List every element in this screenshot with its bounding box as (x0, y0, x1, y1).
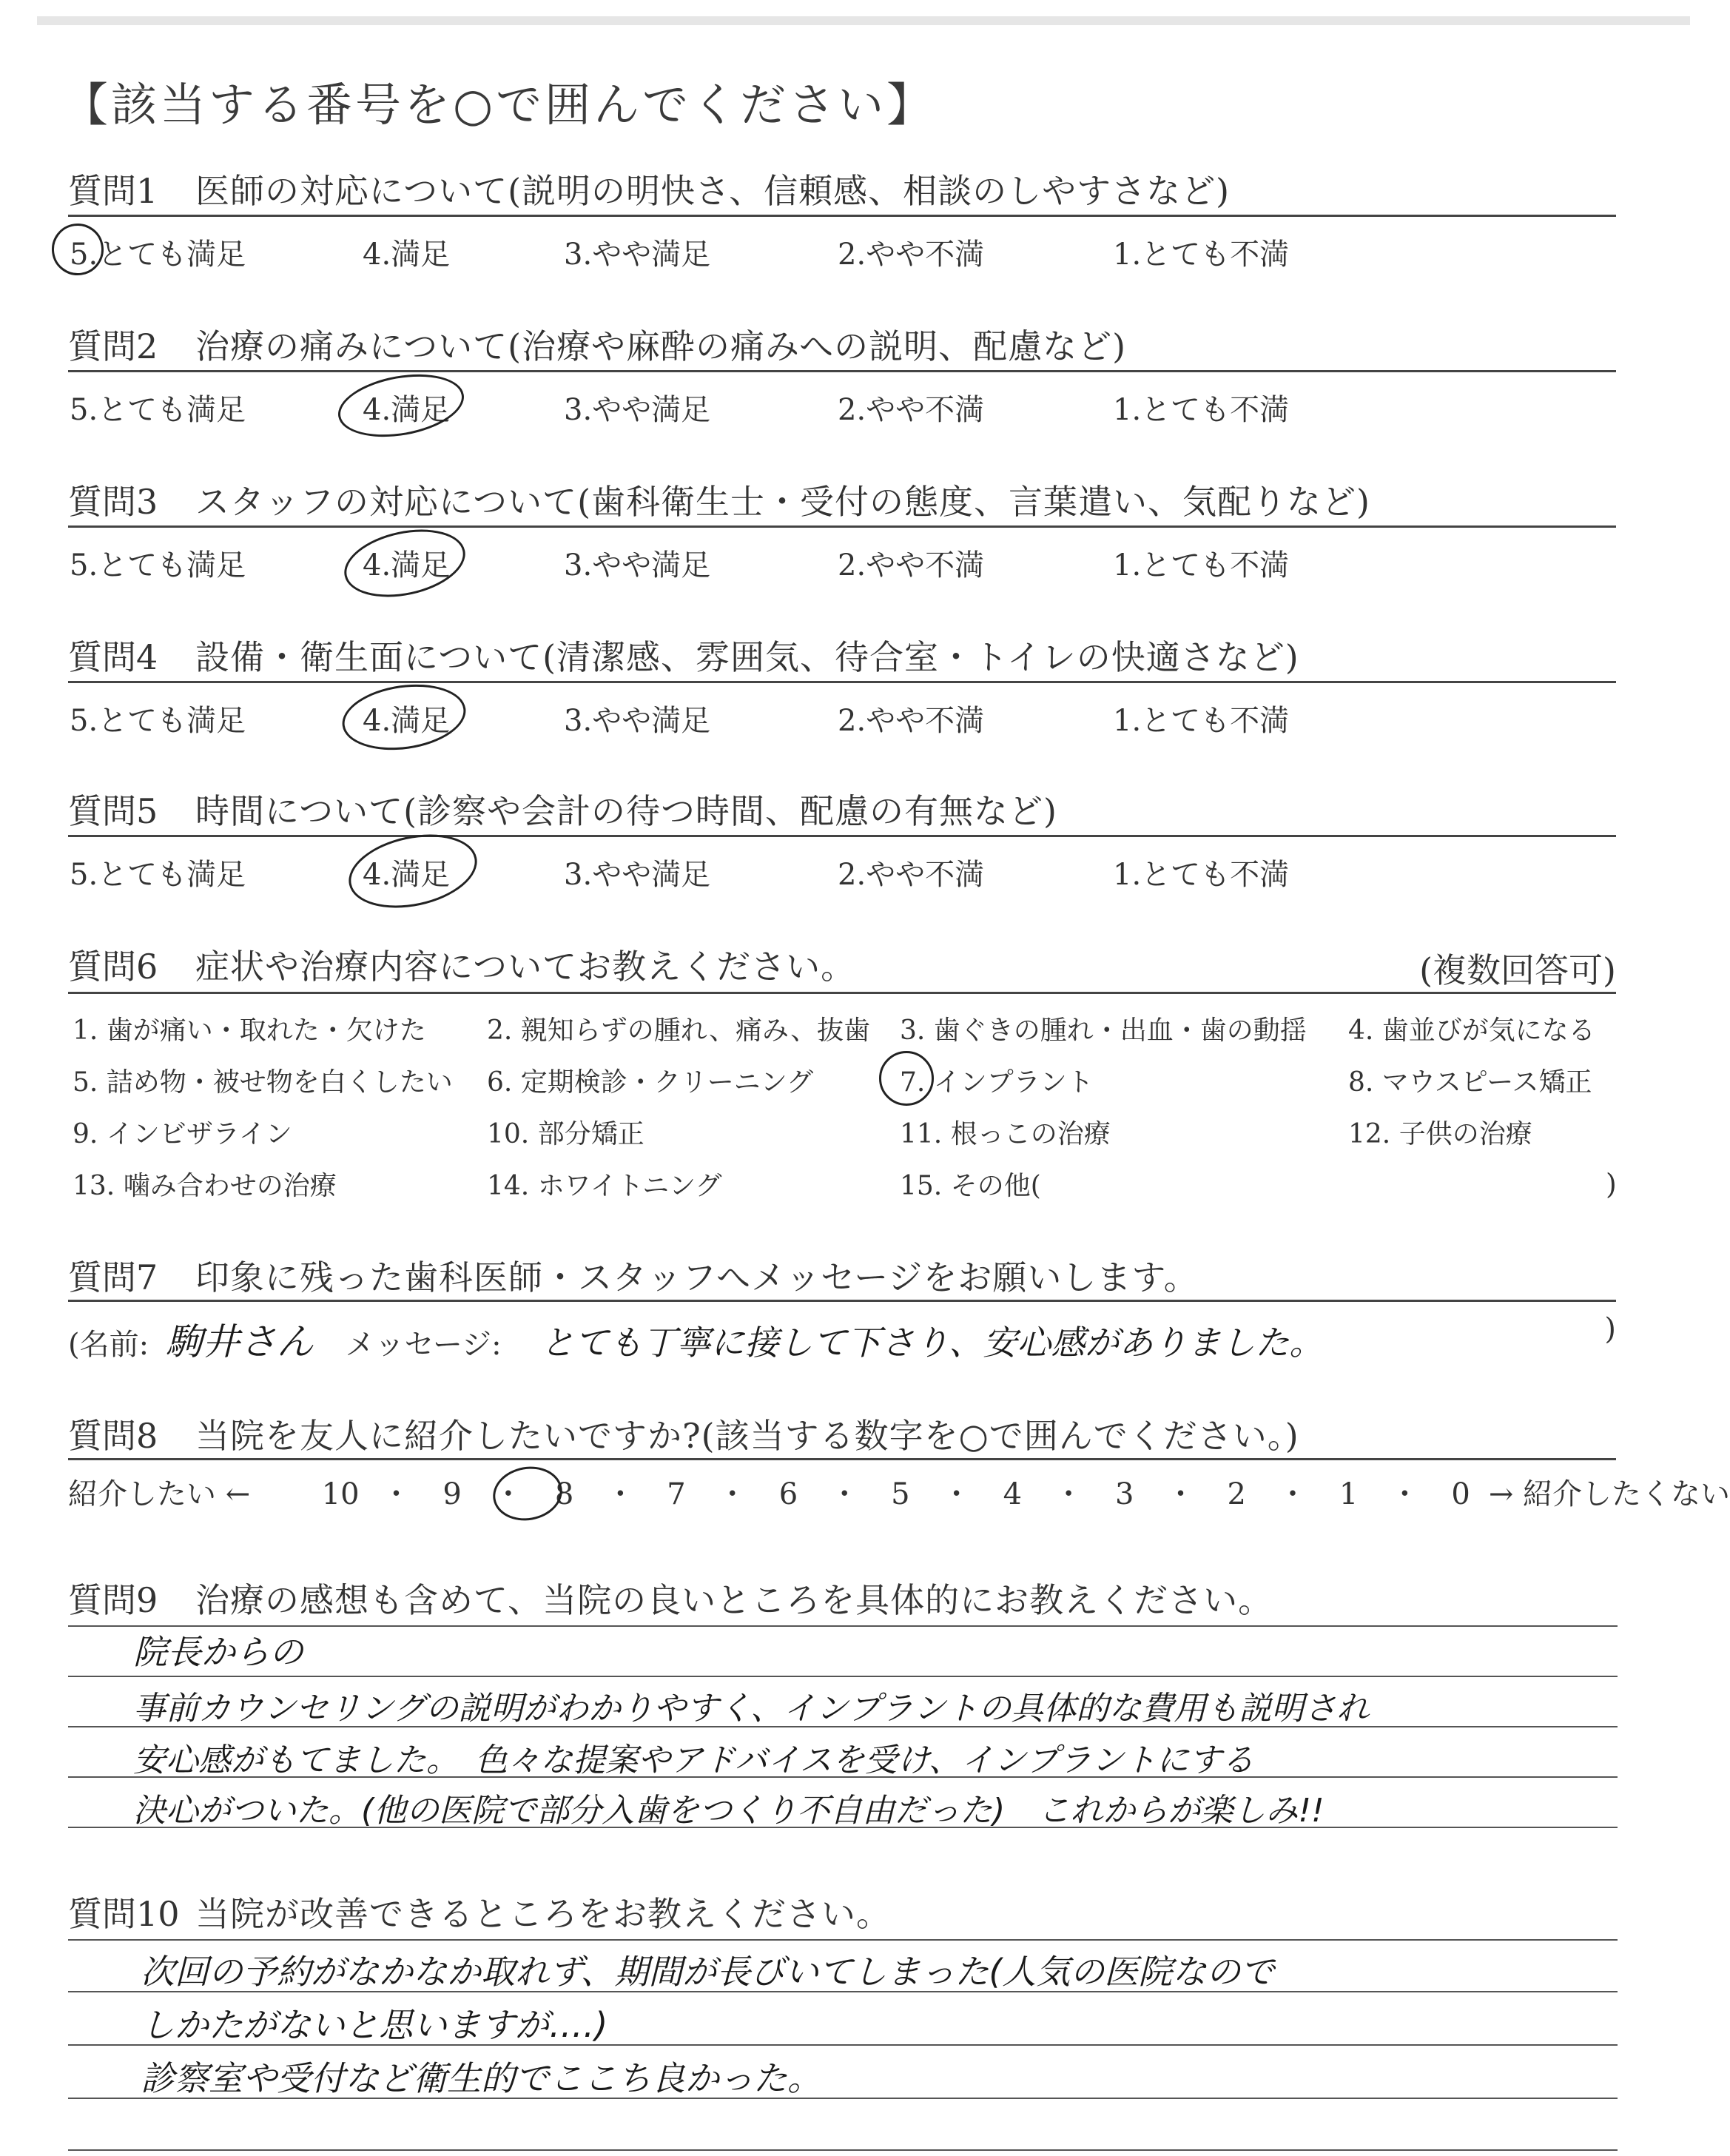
question-1-text: 医師の対応について(説明の明快さ、信頼感、相談のしやすさなど) (195, 171, 1231, 211)
q7-close-paren: ) (1604, 1312, 1616, 1346)
q6-option-8[interactable]: 8. マウスピース矯正 (1348, 1067, 1592, 1098)
question-5-number: 質問5 (68, 791, 158, 831)
q8-value-10[interactable]: 10 (321, 1477, 360, 1511)
q8-scale (68, 1471, 1730, 1513)
q8-value-5[interactable]: 5 (891, 1477, 910, 1511)
question-6-number: 質問6 (68, 947, 158, 987)
question-10-number: 質問10 (68, 1894, 180, 1934)
q9-answer-line-1[interactable]: 院長からの (133, 1632, 303, 1672)
question-8-number: 質問8 (68, 1416, 158, 1456)
question-2-text: 治療の痛みについて(治療や麻酔の痛みへの説明、配慮など) (195, 326, 1127, 366)
q5-option-4[interactable]: 4.満足 (363, 858, 451, 892)
q9-answer-rule (68, 1676, 1618, 1677)
q6-option-10[interactable]: 10. 部分矯正 (487, 1119, 644, 1149)
question-8-rule (68, 1458, 1616, 1460)
q1-option-1[interactable]: 1.とても不満 (1113, 238, 1290, 272)
question-4-text: 設備・衛生面について(清潔感、雰囲気、待合室・トイレの快適さなど) (195, 637, 1299, 677)
q3-option-1[interactable]: 1.とても不満 (1113, 548, 1290, 582)
q9-answer-line-4[interactable]: 決心がついた。(他の医院で部分入歯をつくり不自由だった) これからが楽しみ!! (133, 1792, 1325, 1830)
q8-value-8[interactable]: 8 (554, 1477, 574, 1511)
question-7-text: 印象に残った歯科医師・スタッフへメッセージをお願いします。 (195, 1257, 1199, 1297)
q8-separator: ・ (1277, 1477, 1307, 1511)
q1-option-3[interactable]: 3.やや満足 (564, 238, 711, 272)
question-4-number: 質問4 (68, 637, 158, 677)
question-5-heading (68, 785, 1057, 833)
q3-option-5[interactable]: 5.とても満足 (70, 548, 246, 582)
q10-answer-line-3[interactable]: 診察室や受付など衛生的でここち良かった。 (141, 2058, 821, 2098)
q4-option-1[interactable]: 1.とても不満 (1113, 704, 1290, 738)
q7-message-label: メッセージ: (345, 1328, 502, 1362)
q5-option-3[interactable]: 3.やや満足 (564, 858, 711, 892)
q6-answer-circle (879, 1051, 934, 1106)
question-2-number: 質問2 (68, 326, 158, 366)
q6-option-13[interactable]: 13. 噛み合わせの治療 (73, 1171, 337, 1201)
q2-option-5[interactable]: 5.とても満足 (70, 393, 246, 427)
q1-option-4[interactable]: 4.満足 (363, 238, 451, 272)
q7-message-value[interactable]: とても丁寧に接して下さり、安心感がありました。 (540, 1323, 1324, 1363)
q3-option-3[interactable]: 3.やや満足 (564, 548, 711, 582)
question-6-heading (68, 940, 855, 989)
q3-answer-circle (338, 520, 471, 608)
q5-option-2[interactable]: 2.やや不満 (838, 858, 985, 892)
q8-separator: ・ (1390, 1477, 1420, 1511)
top-border (37, 16, 1690, 25)
q8-value-9[interactable]: 9 (442, 1477, 462, 1511)
question-6-text: 症状や治療内容についてお教えください。 (195, 947, 856, 987)
q6-other-close-paren: ) (1606, 1168, 1617, 1200)
question-10-heading (68, 1887, 891, 1936)
question-3-text: スタッフの対応について(歯科衛生士・受付の態度、言葉遣い、気配りなど) (195, 482, 1370, 522)
q8-separator: ・ (717, 1477, 747, 1511)
question-4-heading (68, 631, 1299, 679)
question-1-number: 質問1 (68, 171, 158, 211)
question-5-rule (68, 835, 1616, 837)
q8-value-1[interactable]: 1 (1339, 1477, 1359, 1511)
q8-value-2[interactable]: 2 (1227, 1477, 1246, 1511)
q10-answer-line-2[interactable]: しかたがないと思いますが‥‥) (141, 2005, 608, 2045)
q2-option-2[interactable]: 2.やや不満 (838, 393, 985, 427)
q8-value-7[interactable]: 7 (667, 1477, 686, 1511)
q2-answer-circle (333, 366, 468, 446)
q8-separator: ・ (381, 1477, 411, 1511)
q5-option-5[interactable]: 5.とても満足 (70, 858, 246, 892)
q6-option-15[interactable]: 15. その他( (900, 1171, 1041, 1201)
question-7-number: 質問7 (68, 1257, 158, 1297)
q8-value-4[interactable]: 4 (1003, 1477, 1023, 1511)
q8-right-label: → 紹介したくない (1488, 1477, 1730, 1511)
q6-option-1[interactable]: 1. 歯が痛い・取れた・欠けた (73, 1015, 426, 1046)
q6-option-14[interactable]: 14. ホワイトニング (487, 1171, 722, 1201)
multiple-answers-note: (複数回答可) (1419, 950, 1616, 990)
q5-option-1[interactable]: 1.とても不満 (1113, 858, 1290, 892)
question-8-text: 当院を友人に紹介したいですか?(該当する数字を○で囲んでください。) (195, 1416, 1299, 1456)
q1-option-5[interactable]: 5.とても満足 (70, 238, 246, 272)
question-2-heading (68, 320, 1126, 369)
q8-separator: ・ (1054, 1477, 1084, 1511)
q4-option-4[interactable]: 4.満足 (363, 704, 451, 738)
q4-option-3[interactable]: 3.やや満足 (564, 704, 711, 738)
question-1-rule (68, 215, 1616, 217)
question-10-text: 当院が改善できるところをお教えください。 (195, 1894, 891, 1934)
q6-option-12[interactable]: 12. 子供の治療 (1348, 1119, 1532, 1149)
q8-separator: ・ (829, 1477, 860, 1511)
question-7-rule (68, 1300, 1616, 1302)
q6-option-3[interactable]: 3. 歯ぐきの腫れ・出血・歯の動揺 (900, 1015, 1307, 1046)
question-3-number: 質問3 (68, 482, 158, 522)
q2-option-3[interactable]: 3.やや満足 (564, 393, 711, 427)
q3-option-4[interactable]: 4.満足 (363, 548, 451, 582)
q10-answer-rule (68, 1939, 1618, 1941)
q6-option-2[interactable]: 2. 親知らずの腫れ、痛み、抜歯 (487, 1015, 871, 1046)
q8-separator: ・ (493, 1477, 523, 1511)
q4-option-5[interactable]: 5.とても満足 (70, 704, 246, 738)
q1-option-2[interactable]: 2.やや不満 (838, 238, 985, 272)
q6-option-4[interactable]: 4. 歯並びが気になる (1348, 1015, 1595, 1046)
q9-answer-line-3[interactable]: 安心感がもてました。 色々な提案やアドバイスを受け、インプラントにする (133, 1742, 1254, 1779)
q8-left-label: 紹介したい ← (68, 1477, 251, 1511)
q8-separator: ・ (605, 1477, 636, 1511)
question-7-heading (68, 1251, 1199, 1300)
question-8-heading (68, 1409, 1299, 1458)
q9-answer-line-2[interactable]: 事前カウンセリングの説明がわかりやすく、インプラントの具体的な費用も説明され (133, 1690, 1370, 1727)
q5-answer-circle (342, 824, 484, 919)
question-1-heading (68, 164, 1230, 213)
q7-answer-line (68, 1312, 1616, 1366)
q6-option-9[interactable]: 9. インビザライン (73, 1119, 292, 1149)
q8-separator: ・ (1165, 1477, 1196, 1511)
q10-answer-line-1[interactable]: 次回の予約がなかなか取れず、期間が長びいてしまった(人気の医院なので (141, 1952, 1275, 1992)
q3-option-2[interactable]: 2.やや不満 (838, 548, 985, 582)
question-9-text: 治療の感想も含めて、当院の良いところを具体的にお教えください。 (195, 1580, 1273, 1620)
q7-name-value[interactable]: 駒井さん (165, 1320, 314, 1363)
q8-value-6[interactable]: 6 (778, 1477, 798, 1511)
question-2-rule (68, 370, 1616, 372)
q6-option-5[interactable]: 5. 詰め物・被せ物を白くしたい (73, 1067, 453, 1098)
question-9-number: 質問9 (68, 1580, 158, 1620)
q8-separator: ・ (941, 1477, 972, 1511)
question-4-rule (68, 681, 1616, 683)
q4-option-2[interactable]: 2.やや不満 (838, 704, 985, 738)
q8-value-0[interactable]: 0 (1451, 1477, 1470, 1511)
q2-option-1[interactable]: 1.とても不満 (1113, 393, 1290, 427)
question-3-rule (68, 525, 1616, 528)
question-9-heading (68, 1574, 1273, 1622)
question-3-heading (68, 475, 1370, 524)
question-6-rule (68, 992, 1616, 994)
q6-option-11[interactable]: 11. 根っこの治療 (900, 1119, 1111, 1149)
q4-answer-circle (338, 677, 470, 758)
q6-option-7[interactable]: 7. インプラント (900, 1067, 1094, 1098)
q2-option-4[interactable]: 4.満足 (363, 393, 451, 427)
q7-name-label: (名前: (68, 1328, 149, 1362)
question-5-text: 時間について(診察や会計の待つ時間、配慮の有無など) (195, 791, 1057, 831)
q6-option-6[interactable]: 6. 定期検診・クリーニング (487, 1067, 814, 1098)
q8-value-3[interactable]: 3 (1115, 1477, 1134, 1511)
form-title: 【該当する番号を○で囲んでください】 (62, 78, 936, 132)
q10-answer-rule (68, 2149, 1618, 2151)
